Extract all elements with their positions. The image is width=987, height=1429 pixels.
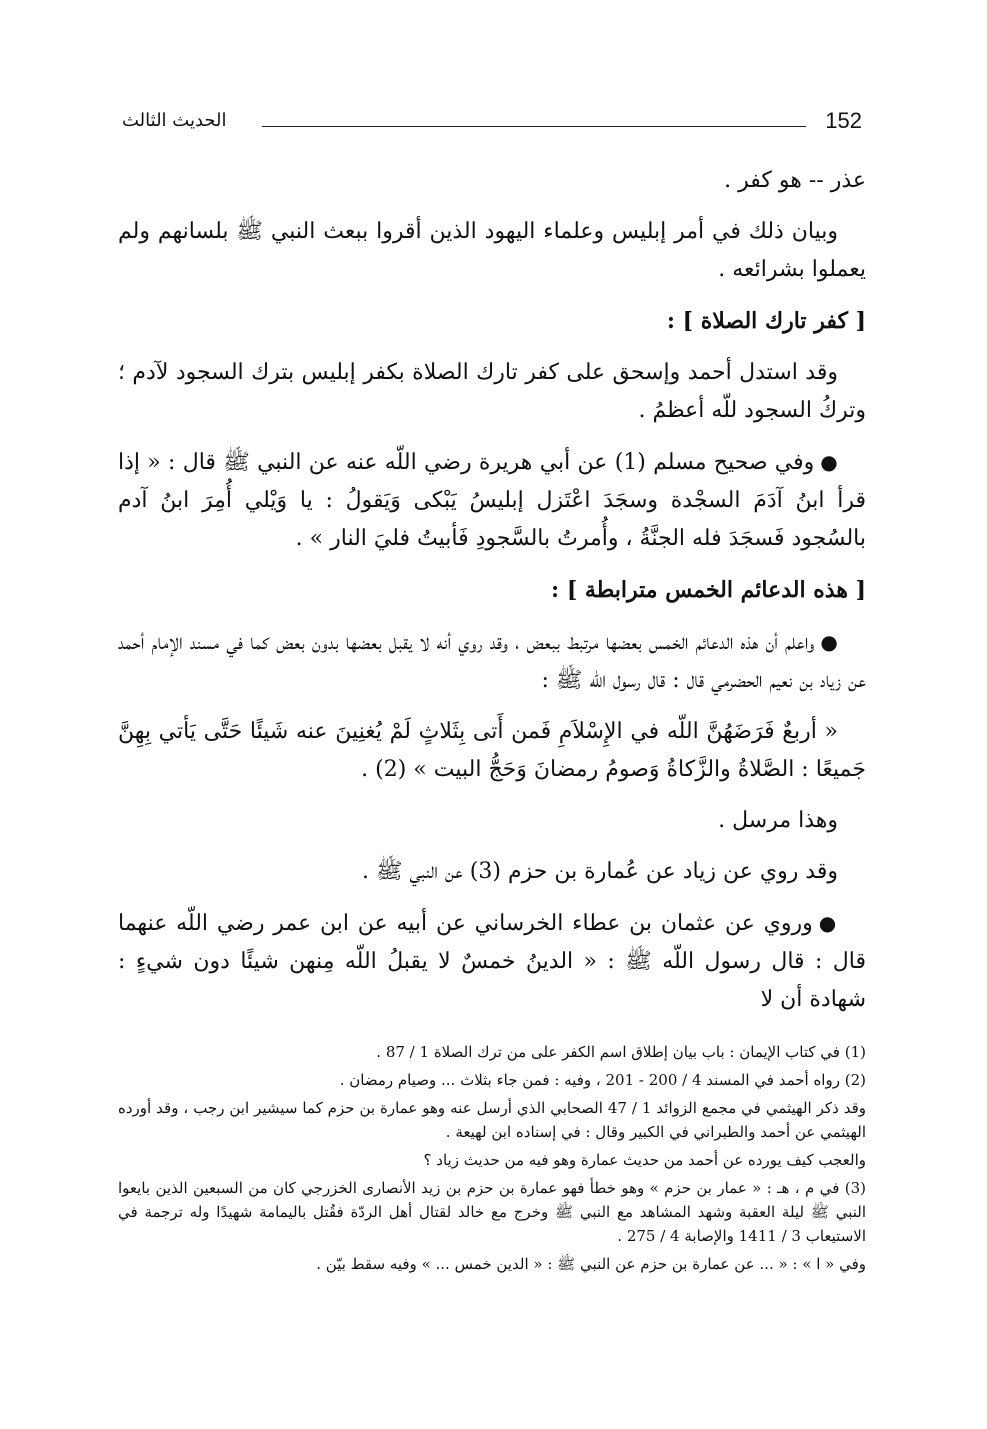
running-header (122, 104, 862, 138)
footnote: وفي « ا » : « ... عن عمارة بن حزم عن النبي ﷺ : « الدين خمس ... » وفيه سقط بيّن . (316, 1255, 866, 1273)
hadith-quote (118, 713, 866, 789)
bullet-icon: ● (818, 911, 839, 935)
bullet-paragraph (118, 904, 866, 1019)
paragraph-text: وقد روي عن زياد عن عُمارة بن حزم (3) عن النبي ﷺ . (361, 859, 838, 884)
section-heading (118, 302, 866, 340)
paragraph (118, 354, 866, 430)
heading-text: [ هذه الدعائم الخمس مترابطة ] : (551, 577, 866, 603)
footnote: (3) في م ، هـ : « عمار بن حزم » وهو خطأ فهو عمارة بن حزم بن زيد الأنصارى الخزرجي كان من السبعين الذين بايعوا النبي ﷺ ليلة العقبة وشهد المشاهد مع النبي ﷺ وخرج مع خالد لقتال أهل الردّة فقُتل باليمامة شهيدًا وله ترجمة في الاستيعاب 3 / 1411 والإصابة 4 / 275 . (118, 1179, 866, 1245)
paragraph (118, 213, 866, 289)
main-text (118, 162, 866, 1032)
section-heading (118, 571, 866, 609)
running-title: الحديث الثالث (122, 110, 227, 131)
footnote: وقد ذكر الهيثمي في مجمع الزوائد 1 / 47 الصحابي الذي أرسل عنه وهو عمارة بن حزم كما سيشير ابن رجب ، وقد أورده الهيثمي عن أحمد والطبراني في الكبير وقال : في إسناده ابن لهيعة . (118, 1099, 866, 1141)
paragraph (118, 802, 866, 840)
paragraph-text: وروي عن عثمان بن عطاء الخرساني عن أبيه عن ابن عمر رضي اللّه عنهما قال : قال رسول اللّه ﷺ : « الدينُ خمسٌ لا يقبلُ اللّه مِنهن شيئًا دون شيءٍ : شهادة أن لا (118, 911, 866, 1012)
paragraph (118, 853, 866, 891)
paragraph-text: وقد استدل أحمد وإسحق على كفر تارك الصلاة بكفر إبليس بترك السجود لآدم ؛ وتركُ السجود للّه أعظمُ . (118, 360, 866, 423)
footnote: والعجب كيف يورده عن أحمد من حديث عمارة وهو فيه من حديث زياد ؟ (423, 1151, 866, 1169)
paragraph-text: « أربعٌ فَرَضَهُنَّ اللّه في الإِسْلاَمِ فَمن أَتى بِثَلاثٍ لَمْ يُغنِينَ عنه شَيئًا حَتَّى يَأتي بِهِنَّ جَميعًا : الصَّلاةُ والزَّكاةُ وَصومُ رمضانَ وَحَجُّ البيت » (2) . (118, 719, 866, 782)
heading-text: [ كفر تارك الصلاة ] : (666, 308, 866, 334)
page-number: 152 (825, 108, 862, 133)
bullet-icon: ● (820, 630, 838, 654)
paragraph-text: واعلم أن هذه الدعائم الخمس بعضها مرتبط ببعض ، وقد روي أنه لا يقبل بعضها بدون بعض كما في مسند الإمام أحمد عن زياد بن نعيم الحضرمي قال : قال رسول اللّه ﷺ : (118, 630, 866, 693)
bullet-paragraph (118, 623, 866, 700)
bullet-icon: ● (820, 450, 839, 474)
bullet-paragraph (118, 443, 866, 558)
footnote: (1) في كتاب الإيمان : باب بيان إطلاق اسم الكفر على من ترك الصلاة 1 / 87 . (376, 1043, 866, 1061)
paragraph-text: وهذا مرسل . (718, 808, 838, 833)
paragraph-text: وبيان ذلك في أمر إبليس وعلماء اليهود الذين أقروا ببعث النبي ﷺ بلسانهم ولم يعملوا بشرائعه . (118, 219, 866, 282)
paragraph (118, 162, 866, 200)
paragraph-text: وفي صحيح مسلم (1) عن أبي هريرة رضي اللّه عنه عن النبي ﷺ قال : « إذا قرأ ابنُ آدَمَ السجْدة وسجَدَ اعْتَزل إبليسُ يَبْكى وَيَقولُ : يا وَيْلي أُمِرَ ابنُ آدم بالسُجود فَسجَدَ فله الجنَّةُ ، وأُمرتُ بالسَّجودِ فَأبيتُ فليَ النار » . (118, 450, 866, 551)
footnotes (118, 1040, 866, 1280)
footnote: (2) رواه أحمد في المسند 4 / 200 - 201 ، وفيه : فمن جاء بثلاث ... وصيام رمضان . (339, 1071, 866, 1089)
header-rule (262, 126, 806, 127)
paragraph-text: عذر -- هو كفر . (724, 168, 866, 193)
